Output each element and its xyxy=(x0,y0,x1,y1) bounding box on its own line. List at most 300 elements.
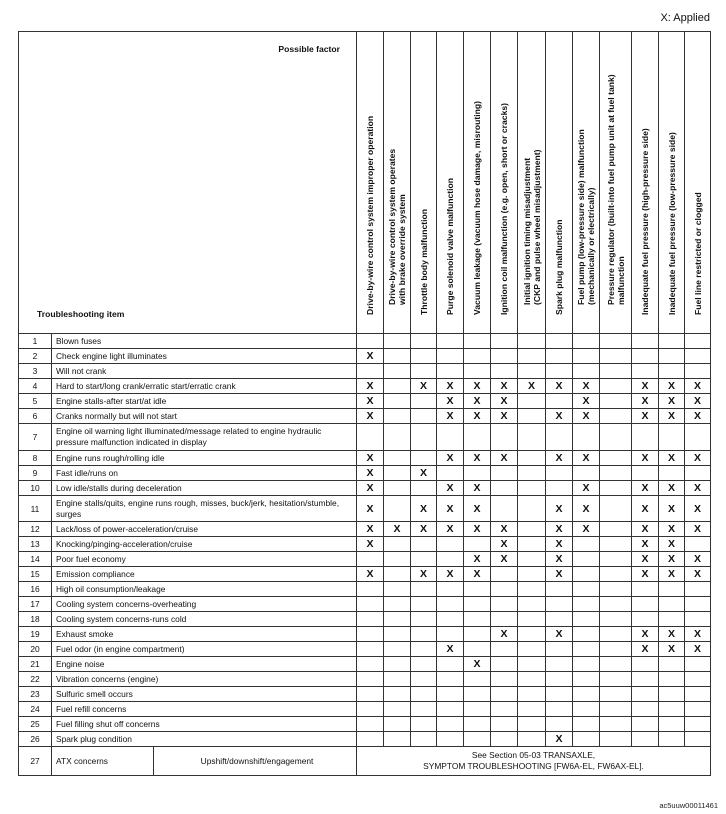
applied-mark: X xyxy=(659,394,685,409)
empty-cell xyxy=(411,552,437,567)
empty-cell xyxy=(464,717,491,732)
troubleshooting-item: Cooling system concerns-runs cold xyxy=(52,612,357,627)
applied-mark: X xyxy=(546,537,573,552)
empty-cell xyxy=(437,732,464,747)
empty-cell xyxy=(573,567,600,582)
empty-cell xyxy=(464,627,491,642)
empty-cell xyxy=(411,424,437,451)
empty-cell xyxy=(600,496,632,522)
applied-mark: X xyxy=(632,537,659,552)
troubleshooting-item: High oil consumption/leakage xyxy=(52,582,357,597)
applied-mark: X xyxy=(411,466,437,481)
empty-cell xyxy=(546,612,573,627)
empty-cell xyxy=(518,481,546,496)
applied-mark: X xyxy=(685,522,711,537)
empty-cell xyxy=(546,717,573,732)
applied-mark: X xyxy=(464,567,491,582)
empty-cell xyxy=(437,687,464,702)
empty-cell xyxy=(546,466,573,481)
applied-mark: X xyxy=(546,451,573,466)
empty-cell xyxy=(464,687,491,702)
empty-cell xyxy=(600,597,632,612)
empty-cell xyxy=(659,364,685,379)
empty-cell xyxy=(384,451,411,466)
empty-cell xyxy=(491,481,518,496)
applied-mark: X xyxy=(546,409,573,424)
empty-cell xyxy=(437,717,464,732)
applied-mark: X xyxy=(491,627,518,642)
empty-cell xyxy=(437,552,464,567)
empty-cell xyxy=(685,349,711,364)
factor-header-11 xyxy=(632,32,659,334)
empty-cell xyxy=(464,537,491,552)
empty-cell xyxy=(600,552,632,567)
applied-mark: X xyxy=(437,522,464,537)
applied-mark: X xyxy=(491,522,518,537)
empty-cell xyxy=(491,496,518,522)
troubleshooting-item: Fuel refill concerns xyxy=(52,702,357,717)
applied-mark: X xyxy=(491,379,518,394)
row-number: 20 xyxy=(19,642,52,657)
applied-mark: X xyxy=(384,522,411,537)
empty-cell xyxy=(411,642,437,657)
empty-cell xyxy=(411,481,437,496)
applied-mark: X xyxy=(357,496,384,522)
applied-mark: X xyxy=(659,552,685,567)
table-row xyxy=(19,732,711,747)
empty-cell xyxy=(518,657,546,672)
applied-mark: X xyxy=(464,451,491,466)
factor-label: Drive-by-wire control system improper operation xyxy=(365,115,376,315)
empty-cell xyxy=(357,642,384,657)
applied-mark: X xyxy=(659,496,685,522)
empty-cell xyxy=(518,672,546,687)
legend-applied: X: Applied xyxy=(660,12,710,24)
applied-mark: X xyxy=(437,409,464,424)
empty-cell xyxy=(600,522,632,537)
row-number: 6 xyxy=(19,409,52,424)
troubleshooting-item: Engine stalls/quits, engine runs rough, misses, buck/jerk, hesitation/stumble, surges xyxy=(52,496,357,522)
troubleshooting-item: Lack/loss of power-acceleration/cruise xyxy=(52,522,357,537)
empty-cell xyxy=(518,334,546,349)
empty-cell xyxy=(600,717,632,732)
troubleshooting-item: ATX concerns xyxy=(52,747,154,776)
empty-cell xyxy=(384,702,411,717)
applied-mark: X xyxy=(632,552,659,567)
empty-cell xyxy=(411,537,437,552)
empty-cell xyxy=(384,466,411,481)
factor-label: Ignition coil malfunction (e.g. open, short or cracks) xyxy=(499,103,510,315)
row-number: 10 xyxy=(19,481,52,496)
empty-cell xyxy=(518,451,546,466)
empty-cell xyxy=(491,597,518,612)
empty-cell xyxy=(357,334,384,349)
empty-cell xyxy=(384,552,411,567)
troubleshooting-item: Low idle/stalls during deceleration xyxy=(52,481,357,496)
applied-mark: X xyxy=(357,567,384,582)
empty-cell xyxy=(464,364,491,379)
empty-cell xyxy=(518,537,546,552)
troubleshooting-item: Cooling system concerns-overheating xyxy=(52,597,357,612)
factor-label: Vacuum leakage (vacuum hose damage, misrouting) xyxy=(472,101,483,315)
table-row xyxy=(19,717,711,732)
factor-header-3 xyxy=(411,32,437,334)
empty-cell xyxy=(384,409,411,424)
possible-factor-label: Possible factor xyxy=(278,44,341,54)
applied-mark: X xyxy=(659,537,685,552)
empty-cell xyxy=(659,597,685,612)
factor-header-8 xyxy=(546,32,573,334)
empty-cell xyxy=(632,334,659,349)
empty-cell xyxy=(357,687,384,702)
applied-mark: X xyxy=(573,451,600,466)
factor-label: Pressure regulator (built-into fuel pump unit at fuel tank) malfunction xyxy=(605,74,626,305)
applied-mark: X xyxy=(411,522,437,537)
applied-mark: X xyxy=(464,657,491,672)
empty-cell xyxy=(632,364,659,379)
empty-cell xyxy=(546,687,573,702)
empty-cell xyxy=(491,732,518,747)
empty-cell xyxy=(518,349,546,364)
empty-cell xyxy=(546,702,573,717)
applied-mark: X xyxy=(573,379,600,394)
troubleshooting-table xyxy=(18,31,711,776)
row-number: 2 xyxy=(19,349,52,364)
applied-mark: X xyxy=(685,451,711,466)
empty-cell xyxy=(632,672,659,687)
applied-mark: X xyxy=(632,496,659,522)
row-number: 5 xyxy=(19,394,52,409)
empty-cell xyxy=(357,702,384,717)
empty-cell xyxy=(491,717,518,732)
empty-cell xyxy=(632,349,659,364)
empty-cell xyxy=(573,642,600,657)
applied-mark: X xyxy=(464,379,491,394)
empty-cell xyxy=(491,334,518,349)
empty-cell xyxy=(546,672,573,687)
applied-mark: X xyxy=(546,627,573,642)
empty-cell xyxy=(600,334,632,349)
applied-mark: X xyxy=(546,379,573,394)
atx-reference-note xyxy=(357,747,711,776)
empty-cell xyxy=(573,702,600,717)
applied-mark: X xyxy=(357,451,384,466)
empty-cell xyxy=(632,687,659,702)
troubleshooting-item: Emission compliance xyxy=(52,567,357,582)
empty-cell xyxy=(384,642,411,657)
applied-mark: X xyxy=(632,567,659,582)
troubleshooting-item: Sulfuric smell occurs xyxy=(52,687,357,702)
empty-cell xyxy=(685,582,711,597)
table-row xyxy=(19,567,711,582)
applied-mark: X xyxy=(357,537,384,552)
empty-cell xyxy=(659,424,685,451)
applied-mark: X xyxy=(685,379,711,394)
empty-cell xyxy=(685,672,711,687)
troubleshooting-item: Check engine light illuminates xyxy=(52,349,357,364)
empty-cell xyxy=(518,409,546,424)
empty-cell xyxy=(464,702,491,717)
empty-cell xyxy=(384,496,411,522)
empty-cell xyxy=(518,466,546,481)
table-body xyxy=(19,334,711,776)
empty-cell xyxy=(437,349,464,364)
table-row xyxy=(19,496,711,522)
empty-cell xyxy=(384,672,411,687)
applied-mark: X xyxy=(357,349,384,364)
applied-mark: X xyxy=(573,394,600,409)
empty-cell xyxy=(357,672,384,687)
empty-cell xyxy=(357,424,384,451)
row-number: 17 xyxy=(19,597,52,612)
empty-cell xyxy=(546,582,573,597)
table-row xyxy=(19,537,711,552)
applied-mark: X xyxy=(518,379,546,394)
empty-cell xyxy=(573,364,600,379)
factor-header-5 xyxy=(464,32,491,334)
applied-mark: X xyxy=(659,627,685,642)
empty-cell xyxy=(546,349,573,364)
applied-mark: X xyxy=(659,522,685,537)
empty-cell xyxy=(518,732,546,747)
empty-cell xyxy=(411,702,437,717)
empty-cell xyxy=(600,642,632,657)
empty-cell xyxy=(632,466,659,481)
row-number: 16 xyxy=(19,582,52,597)
empty-cell xyxy=(464,672,491,687)
table-row xyxy=(19,627,711,642)
empty-cell xyxy=(573,424,600,451)
empty-cell xyxy=(491,349,518,364)
empty-cell xyxy=(491,582,518,597)
applied-mark: X xyxy=(659,409,685,424)
empty-cell xyxy=(573,672,600,687)
table-row xyxy=(19,424,711,451)
applied-mark: X xyxy=(357,466,384,481)
applied-mark: X xyxy=(632,642,659,657)
empty-cell xyxy=(491,657,518,672)
row-number: 9 xyxy=(19,466,52,481)
empty-cell xyxy=(600,657,632,672)
empty-cell xyxy=(357,612,384,627)
empty-cell xyxy=(464,349,491,364)
troubleshooting-item: Vibration concerns (engine) xyxy=(52,672,357,687)
applied-mark: X xyxy=(546,552,573,567)
empty-cell xyxy=(518,567,546,582)
applied-mark: X xyxy=(632,451,659,466)
empty-cell xyxy=(546,394,573,409)
empty-cell xyxy=(411,582,437,597)
empty-cell xyxy=(384,424,411,451)
applied-mark: X xyxy=(357,379,384,394)
empty-cell xyxy=(384,334,411,349)
row-number: 14 xyxy=(19,552,52,567)
applied-mark: X xyxy=(685,552,711,567)
empty-cell xyxy=(437,597,464,612)
empty-cell xyxy=(437,424,464,451)
applied-mark: X xyxy=(685,496,711,522)
applied-mark: X xyxy=(659,481,685,496)
empty-cell xyxy=(573,552,600,567)
empty-cell xyxy=(632,732,659,747)
table-row xyxy=(19,481,711,496)
empty-cell xyxy=(659,702,685,717)
applied-mark: X xyxy=(491,409,518,424)
empty-cell xyxy=(384,364,411,379)
factor-label: Throttle body malfunction xyxy=(418,209,429,315)
empty-cell xyxy=(685,334,711,349)
empty-cell xyxy=(573,597,600,612)
applied-mark: X xyxy=(411,496,437,522)
empty-cell xyxy=(632,702,659,717)
empty-cell xyxy=(384,349,411,364)
empty-cell xyxy=(437,364,464,379)
empty-cell xyxy=(491,364,518,379)
table-row xyxy=(19,364,711,379)
row-number: 7 xyxy=(19,424,52,451)
empty-cell xyxy=(518,424,546,451)
table-row xyxy=(19,582,711,597)
troubleshooting-item-label: Troubleshooting item xyxy=(37,309,125,319)
empty-cell xyxy=(600,672,632,687)
factor-header-9 xyxy=(573,32,600,334)
empty-cell xyxy=(685,612,711,627)
atx-note-line: See Section 05-03 TRANSAXLE, xyxy=(471,750,596,760)
table-row xyxy=(19,702,711,717)
empty-cell xyxy=(357,364,384,379)
empty-cell xyxy=(632,582,659,597)
row-number: 19 xyxy=(19,627,52,642)
factor-label: Drive-by-wire control system operates with brake override system xyxy=(387,148,408,305)
empty-cell xyxy=(491,424,518,451)
empty-cell xyxy=(546,364,573,379)
empty-cell xyxy=(518,364,546,379)
empty-cell xyxy=(659,612,685,627)
empty-cell xyxy=(685,717,711,732)
empty-cell xyxy=(685,657,711,672)
empty-cell xyxy=(384,567,411,582)
applied-mark: X xyxy=(437,481,464,496)
troubleshooting-item: Engine noise xyxy=(52,657,357,672)
applied-mark: X xyxy=(632,627,659,642)
empty-cell xyxy=(437,627,464,642)
row-number: 18 xyxy=(19,612,52,627)
empty-cell xyxy=(491,702,518,717)
applied-mark: X xyxy=(659,567,685,582)
empty-cell xyxy=(437,582,464,597)
empty-cell xyxy=(437,334,464,349)
empty-cell xyxy=(600,364,632,379)
empty-cell xyxy=(659,672,685,687)
table-row xyxy=(19,672,711,687)
empty-cell xyxy=(384,687,411,702)
empty-cell xyxy=(384,612,411,627)
factor-label: Spark plug malfunction xyxy=(554,219,565,315)
empty-cell xyxy=(518,612,546,627)
row-number: 12 xyxy=(19,522,52,537)
applied-mark: X xyxy=(357,394,384,409)
empty-cell xyxy=(600,379,632,394)
applied-mark: X xyxy=(659,642,685,657)
empty-cell xyxy=(411,672,437,687)
row-number: 24 xyxy=(19,702,52,717)
empty-cell xyxy=(437,612,464,627)
empty-cell xyxy=(659,732,685,747)
empty-cell xyxy=(518,717,546,732)
troubleshooting-item: Blown fuses xyxy=(52,334,357,349)
empty-cell xyxy=(464,582,491,597)
empty-cell xyxy=(685,702,711,717)
empty-cell xyxy=(464,334,491,349)
empty-cell xyxy=(632,424,659,451)
table-row xyxy=(19,394,711,409)
factor-header-2 xyxy=(384,32,411,334)
empty-cell xyxy=(384,582,411,597)
empty-cell xyxy=(573,612,600,627)
factor-header-7 xyxy=(518,32,546,334)
empty-cell xyxy=(685,597,711,612)
factor-label: Inadequate fuel pressure (low-pressure side) xyxy=(666,132,677,315)
empty-cell xyxy=(685,364,711,379)
factor-header-10 xyxy=(600,32,632,334)
empty-cell xyxy=(659,687,685,702)
empty-cell xyxy=(573,732,600,747)
factor-label: Fuel line restricted or clogged xyxy=(692,192,703,315)
empty-cell xyxy=(384,597,411,612)
empty-cell xyxy=(384,537,411,552)
row-number: 8 xyxy=(19,451,52,466)
applied-mark: X xyxy=(685,627,711,642)
empty-cell xyxy=(632,657,659,672)
troubleshooting-item: Exhaust smoke xyxy=(52,627,357,642)
troubleshooting-item: Cranks normally but will not start xyxy=(52,409,357,424)
empty-cell xyxy=(518,627,546,642)
empty-cell xyxy=(518,642,546,657)
empty-cell xyxy=(685,537,711,552)
empty-cell xyxy=(464,424,491,451)
applied-mark: X xyxy=(437,567,464,582)
table-row xyxy=(19,349,711,364)
table-row xyxy=(19,451,711,466)
empty-cell xyxy=(491,687,518,702)
empty-cell xyxy=(518,394,546,409)
troubleshooting-subitem: Upshift/downshift/engagement xyxy=(154,747,357,776)
applied-mark: X xyxy=(437,394,464,409)
applied-mark: X xyxy=(685,409,711,424)
table-row xyxy=(19,657,711,672)
applied-mark: X xyxy=(411,379,437,394)
empty-cell xyxy=(573,717,600,732)
troubleshooting-item: Fuel odor (in engine compartment) xyxy=(52,642,357,657)
empty-cell xyxy=(659,717,685,732)
applied-mark: X xyxy=(685,567,711,582)
empty-cell xyxy=(411,451,437,466)
applied-mark: X xyxy=(546,567,573,582)
empty-cell xyxy=(600,349,632,364)
row-number: 11 xyxy=(19,496,52,522)
applied-mark: X xyxy=(464,394,491,409)
factor-header-13 xyxy=(685,32,711,334)
empty-cell xyxy=(546,597,573,612)
troubleshooting-item: Spark plug condition xyxy=(52,732,357,747)
table-row-atx xyxy=(19,747,711,776)
table-row xyxy=(19,612,711,627)
empty-cell xyxy=(357,582,384,597)
row-number: 27 xyxy=(19,747,52,776)
empty-cell xyxy=(411,349,437,364)
table-row xyxy=(19,379,711,394)
table-row xyxy=(19,466,711,481)
